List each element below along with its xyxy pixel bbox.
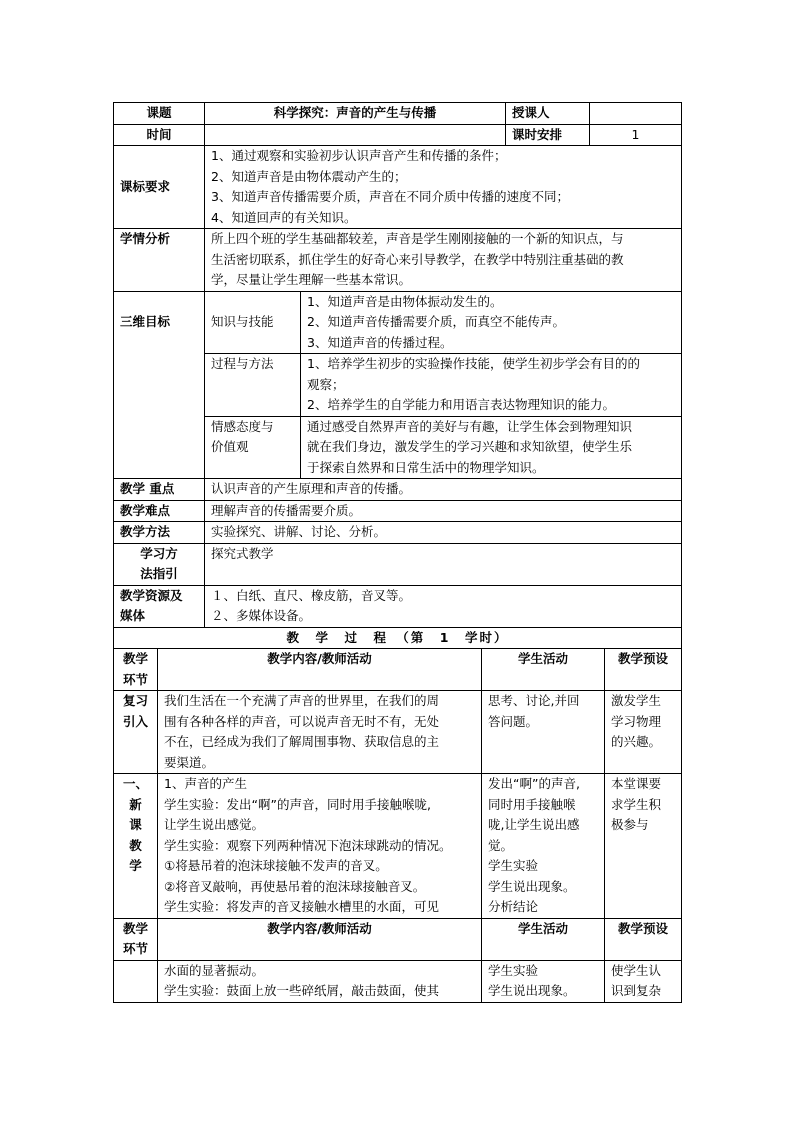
knowledge-item: 2、知道声音传播需要介质，而真空不能传声。 xyxy=(307,314,565,329)
stage-header-line: 教学 xyxy=(122,651,148,666)
stage-line: 学 xyxy=(129,858,142,873)
content-line: 不在，已经成为我们了解周围事物、获取信息的主 xyxy=(164,734,440,749)
difficulty-label: 教学难点 xyxy=(114,500,205,522)
content-header: 教学内容/教师活动 xyxy=(158,918,482,960)
hours-value: 1 xyxy=(590,124,682,146)
student-cell xyxy=(482,774,605,919)
emotion-list xyxy=(301,416,682,479)
process-label: 过程与方法 xyxy=(205,354,301,417)
analysis-label: 学情分析 xyxy=(114,229,205,292)
student-line: 学生说出现象。 xyxy=(488,983,576,998)
student-line: 学生实验 xyxy=(488,962,539,978)
content-line: 我们生活在一个充满了声音的世界里，在我们的周 xyxy=(164,693,440,708)
content-line: 学生实验：发出“啊”的声音，同时用手接触喉咙, xyxy=(164,796,431,812)
emotion-label-line: 情感态度与 xyxy=(211,418,274,434)
resources-item: １、白纸、直尺、橡皮筋，音叉等。 xyxy=(211,587,412,603)
student-line: 咙,让学生说出感 xyxy=(488,817,580,832)
process-list xyxy=(301,354,682,417)
standards-label: 课标要求 xyxy=(114,146,205,229)
guide-value: 探究式教学 xyxy=(205,543,682,585)
expectation-cell xyxy=(605,774,682,919)
knowledge-item: 3、知道声音的传播过程。 xyxy=(307,334,453,350)
student-cell xyxy=(482,691,605,774)
expectation-cell xyxy=(605,960,682,1002)
knowledge-item: 1、知道声音是由物体振动发生的。 xyxy=(307,293,503,309)
stage-header-line: 教学 xyxy=(122,920,148,936)
student-line: 分析结论 xyxy=(488,899,539,914)
stage-header-line: 环节 xyxy=(122,941,148,956)
standards-item: 1、通过观察和实验初步认识声音产生和传播的条件； xyxy=(211,148,507,163)
time-value xyxy=(205,124,506,146)
stage-header xyxy=(114,918,158,960)
content-line: 围有各种各样的声音，可以说声音无时不有，无处 xyxy=(164,713,440,729)
content-cell xyxy=(158,960,482,1002)
stage-line: 复习 xyxy=(122,693,148,708)
emotion-item: 于探索自然界和日常生活中的物理学知识。 xyxy=(307,459,545,475)
process-title: 教 学 过 程 （第 1 学时） xyxy=(114,627,682,649)
expectation-cell xyxy=(605,691,682,774)
expectation-line: 激发学生 xyxy=(611,693,662,708)
content-cell xyxy=(158,691,482,774)
process-item: 1、培养学生初步的实验操作技能，使学生初步学会有目的的 xyxy=(307,356,640,371)
standards-list xyxy=(205,146,682,229)
method-value: 实验探究、讲解、讨论、分析。 xyxy=(205,522,682,544)
guide-label-line: 学习方 xyxy=(140,545,178,561)
emotion-item: 通过感受自然界声音的美好与有趣，让学生体会到物理知识 xyxy=(307,418,633,434)
content-line: 学生实验：将发声的音叉接触水槽里的水面，可见 xyxy=(164,899,440,914)
student-cell xyxy=(482,960,605,1002)
resources-label-line: 媒体 xyxy=(120,608,146,623)
content-line: 让学生说出感觉。 xyxy=(164,817,265,832)
stage-line: 教 xyxy=(129,837,142,853)
knowledge-label: 知识与技能 xyxy=(205,291,301,354)
expectation-header: 教学预设 xyxy=(605,649,682,691)
resources-list xyxy=(205,585,682,627)
subject-label: 课题 xyxy=(114,103,205,125)
content-line: 要渠道。 xyxy=(164,754,215,770)
stage-cell xyxy=(114,960,158,1002)
stage-line: 引入 xyxy=(122,713,148,729)
student-line: 答问题。 xyxy=(488,713,539,729)
student-line: 学生说出现象。 xyxy=(488,878,576,894)
teacher-value xyxy=(590,103,682,125)
resources-label xyxy=(114,585,205,627)
analysis-text xyxy=(205,229,682,292)
expectation-line: 本堂课要 xyxy=(611,776,662,791)
lesson-plan xyxy=(113,102,681,1003)
standards-item: 3、知道声音传播需要介质，声音在不同介质中传播的速度不同； xyxy=(211,189,569,204)
student-line: 学生实验 xyxy=(488,858,539,873)
stage-header xyxy=(114,649,158,691)
student-line: 同时用手接触喉 xyxy=(488,796,576,812)
guide-label xyxy=(114,543,205,585)
time-label: 时间 xyxy=(114,124,205,146)
expectation-line: 极参与 xyxy=(611,817,649,832)
stage-line: 新 xyxy=(129,796,142,812)
method-label: 教学方法 xyxy=(114,522,205,544)
stage-cell xyxy=(114,691,158,774)
stage-line: 一、 xyxy=(122,776,148,791)
goals-label: 三维目标 xyxy=(114,291,205,479)
stage-line: 课 xyxy=(129,817,142,832)
analysis-line: 生活密切联系，抓住学生的好奇心来引导教学，在教学中特别注重基础的教 xyxy=(211,251,624,267)
student-header: 学生活动 xyxy=(482,918,605,960)
process-item: 2、培养学生的自学能力和用语言表达物理知识的能力。 xyxy=(307,397,615,412)
content-line: 学生实验：观察下列两种情况下泡沫球跳动的情况。 xyxy=(164,837,452,853)
key-point-label: 教学 重点 xyxy=(114,479,205,501)
process-item: 观察； xyxy=(307,376,345,392)
resources-label-line: 教学资源及 xyxy=(120,587,183,603)
emotion-item: 就在我们身边，激发学生的学习兴趣和求知欲望，使学生乐 xyxy=(307,439,633,454)
emotion-label xyxy=(205,416,301,479)
content-cell xyxy=(158,774,482,919)
student-header: 学生活动 xyxy=(482,649,605,691)
content-header: 教学内容/教师活动 xyxy=(158,649,482,691)
content-line: 水面的显著振动。 xyxy=(164,962,265,978)
student-line: 思考、讨论,并回 xyxy=(488,693,580,708)
standards-item: 2、知道声音是由物体震动产生的； xyxy=(211,168,407,184)
teacher-label: 授课人 xyxy=(506,103,590,125)
lesson-info-table xyxy=(113,102,682,628)
student-line: 觉。 xyxy=(488,837,514,853)
student-line: 发出“啊”的声音, xyxy=(488,776,580,791)
content-line: 1、声音的产生 xyxy=(164,776,247,791)
content-line: ②将音叉敲响，再使悬吊着的泡沫球接触音叉。 xyxy=(164,878,426,894)
stage-header-line: 环节 xyxy=(122,671,148,687)
process-table xyxy=(113,627,682,1003)
emotion-label-line: 价值观 xyxy=(211,439,249,454)
hours-label: 课时安排 xyxy=(506,124,590,146)
key-point-value: 认识声音的产生原理和声音的传播。 xyxy=(205,479,682,501)
expectation-line: 的兴趣。 xyxy=(611,734,662,749)
content-line: 学生实验：鼓面上放一些碎纸屑，敲击鼓面，使其 xyxy=(164,983,440,998)
subject-value: 科学探究：声音的产生与传播 xyxy=(205,103,506,125)
analysis-line: 所上四个班的学生基础都较差，声音是学生刚刚接触的一个新的知识点，与 xyxy=(211,231,624,246)
difficulty-value: 理解声音的传播需要介质。 xyxy=(205,500,682,522)
content-line: ①将悬吊着的泡沫球接触不发声的音叉。 xyxy=(164,858,388,873)
guide-label-line: 法指引 xyxy=(140,566,178,581)
analysis-line: 学，尽量让学生理解一些基本常识。 xyxy=(211,272,412,287)
stage-cell xyxy=(114,774,158,919)
expectation-line: 学习物理 xyxy=(611,713,662,729)
knowledge-list xyxy=(301,291,682,354)
resources-item: ２、多媒体设备。 xyxy=(211,608,312,623)
expectation-header: 教学预设 xyxy=(605,918,682,960)
expectation-line: 求学生积 xyxy=(611,796,662,812)
standards-item: 4、知道回声的有关知识。 xyxy=(211,209,357,225)
expectation-line: 识到复杂 xyxy=(611,983,662,998)
expectation-line: 使学生认 xyxy=(611,962,662,978)
